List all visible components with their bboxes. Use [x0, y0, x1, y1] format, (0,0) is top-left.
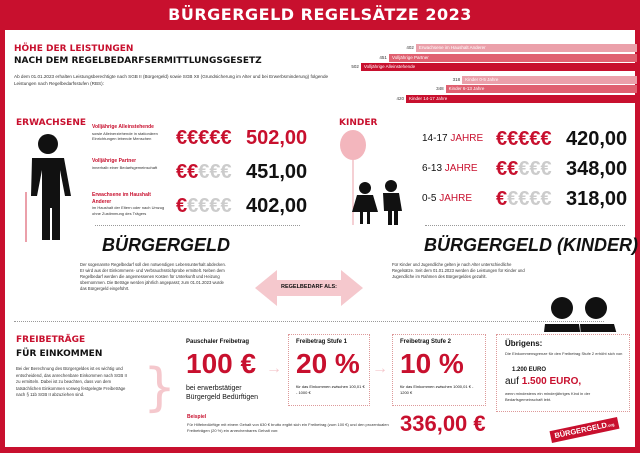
adults-heading: ERWACHSENE [16, 118, 87, 128]
rate-label: Volljährige Partner [92, 158, 137, 164]
example-text: Für Hilfebedürftige mit einem Gehalt von 630 € brutto ergibt sich ein Freibetrag (zum 100 €) und den prozentualen Freibeträgen (20 %) ein anrechenbares Gehalt von: [187, 422, 389, 433]
rates-bar-chart [340, 40, 637, 106]
intro-heading: HÖHE DER LEISTUNGEN [14, 44, 134, 54]
euro-icon: € [176, 161, 188, 183]
brace-icon: } [143, 358, 177, 418]
euro-icon: € [518, 188, 530, 210]
kids-title: BÜRGERGELD (KINDER) [424, 235, 638, 255]
allowance-heading: FREIBETRÄGE [16, 335, 86, 345]
allowance-box-text: für das Einkommen zwischen 1000,01 € - 1200 € [400, 384, 474, 395]
allowance-box-text: für das Einkommen zwischen 100,01 € - 1000 € [296, 384, 365, 395]
chart-bar-value: 502 [351, 64, 359, 69]
rate-description: sowie Alleinerziehende in stationären Einrichtungen lebende Menschen [92, 130, 158, 141]
note-new-limit: 1.500 EURO, [521, 376, 582, 387]
rate-amount: 451,00 [246, 161, 308, 183]
arrow-right-icon: → [372, 360, 388, 377]
euro-rating-icons [176, 160, 232, 184]
age-unit: JAHRE [450, 133, 484, 144]
note-old-limit: 1.200 EURO [512, 367, 547, 373]
age-value: 14-17 [422, 133, 448, 144]
euro-icon: € [529, 188, 541, 210]
euro-icon: € [198, 161, 210, 183]
allowance-box-title: Pauschaler Freibetrag [186, 339, 250, 345]
euro-icon: € [220, 195, 232, 217]
euro-icon: € [529, 158, 541, 180]
euro-icon: € [209, 195, 221, 217]
rate-amount: 318,00 [566, 188, 628, 210]
rate-amount: 502,00 [246, 127, 308, 149]
rate-description: innerhalb einer Bedarfsgemeinschaft [92, 164, 158, 170]
rate-amount: 348,00 [566, 158, 628, 180]
euro-icon: € [496, 188, 508, 210]
age-unit: JAHRE [444, 163, 478, 174]
euro-icon: € [507, 128, 519, 150]
example-label: Beispiel [187, 414, 207, 420]
note-text-2: wenn mindestens ein minderjähriges Kind in der Bedarfsgemeinschaft lebt. [505, 391, 591, 402]
euro-icon: € [518, 158, 530, 180]
euro-icon: € [507, 158, 519, 180]
chart-bar: Erwachsene im Haushalt Anderer [416, 44, 637, 52]
divider [14, 321, 604, 322]
adults-title: BÜRGERGELD [102, 235, 231, 255]
age-range [422, 133, 483, 145]
chart-bar-value: 348 [436, 86, 444, 91]
euro-icon: € [176, 195, 188, 217]
euro-icon: € [507, 188, 519, 210]
euro-icon: € [209, 161, 221, 183]
rate-info [92, 158, 170, 170]
euro-icon: € [187, 161, 199, 183]
age-value: 0-5 [422, 193, 437, 204]
note-text: Die Einkommensgrenze für den Freibetrag Stufe 2 erhöht sich von [505, 351, 623, 356]
chart-bar: Kinder 6-13 Jahre [446, 85, 637, 93]
divider [95, 225, 300, 226]
euro-icon: € [209, 127, 221, 149]
note-prefix: auf [505, 376, 519, 387]
page-title: BÜRGERGELD REGELSÄTZE 2023 [0, 0, 640, 30]
rate-info [92, 124, 170, 142]
arrow-label: REGELBEDARF ALS: [280, 284, 338, 290]
divider [425, 225, 625, 226]
allowance-box-text: bei erwerbstätiger Bürgergeld Bedürftigen [186, 385, 258, 401]
age-range [422, 163, 478, 175]
chart-bar-value: 318 [452, 76, 461, 82]
chart-bar: Kinder 14-17 Jahre [406, 95, 637, 103]
euro-icon: € [540, 188, 552, 210]
euro-icon: € [176, 127, 188, 149]
intro-text: Ab dem 01.01.2023 erhalten Leistungsberechtigte nach SGB II (Bürgergeld) sowie SGB XII (Grundsicherung im Alter und bei Erwerbsminderung) folgende Leistungen nach Regelbedarfsstufen (RBS): [14, 74, 329, 86]
euro-icon: € [518, 128, 530, 150]
chart-bar: Volljährige Partner [389, 54, 637, 62]
euro-icon: € [496, 128, 508, 150]
chart-bar-value: 402 [406, 45, 414, 50]
euro-rating-icons [176, 126, 232, 150]
rate-amount: 420,00 [566, 128, 628, 150]
rate-label: Erwachsene im Haushalt Anderer [92, 192, 151, 205]
euro-rating-icons [176, 194, 232, 218]
euro-icon: € [198, 195, 210, 217]
allowance-box-title: Freibetrag Stufe 1 [296, 339, 348, 345]
children-balloon-icon [335, 130, 415, 225]
euro-icon: € [540, 158, 552, 180]
allowance-box-title: Freibetrag Stufe 2 [400, 339, 452, 345]
allowance-text: Bei der Berechnung des Bürgergeldes ist es wichtig und entscheidend, das anrechenbare Einkommen nach SGB II zu ermitteln. Dabei ist zu beachten, dass von dem tatsächlichen Einkommen vorweg festgelegte Freibeträge nach § 11b SGB II abzuziehen sind. [16, 366, 127, 397]
euro-icon: € [540, 128, 552, 150]
age-unit: JAHRE [439, 193, 473, 204]
logo-text: BÜRGERGELD [553, 420, 608, 441]
chart-bar: Kinder 0-5 Jahre [462, 76, 637, 84]
euro-icon: € [198, 127, 210, 149]
rate-info [92, 192, 170, 216]
chart-bar: Volljährige Alleinstehende [361, 63, 637, 71]
euro-icon: € [187, 195, 199, 217]
allowance-box-value: 20 % [296, 348, 360, 379]
rate-description: im Haushalt der Eltern oder nach Umzug ohne Zustimmung des Trägers [92, 205, 165, 216]
age-value: 6-13 [422, 163, 443, 174]
age-range [422, 193, 472, 205]
example-value: 336,00 € [400, 411, 486, 436]
allowance-box-value: 100 € [186, 348, 257, 379]
euro-icon: € [496, 158, 508, 180]
euro-icon: € [220, 127, 232, 149]
chart-bar-value: 420 [396, 95, 404, 101]
intro-subheading: NACH DEM REGELBEDARFSERMITTLUNGSGESETZ [14, 56, 262, 66]
logo-suffix: .org [606, 421, 615, 429]
adults-text: Der sogenannte Regelbedarf soll den notwendigen Lebensunterhalt abdecken. Er wird aus der Einkommens- und Verbrauchsstichprobe ermittelt. Neben dem Regelbedarf werden die angemessenen Kosten für Unterkunft und Heizung übernommen. Die Beträge werden jährlich angepasst; zum 01.01.2023 wurde das Bürgergeld eingeführt. [80, 262, 226, 291]
kids-heading: KINDER [339, 118, 378, 128]
rate-label: Volljährige Alleinstehende [92, 124, 154, 130]
euro-rating-icons [496, 127, 552, 151]
chart-bar-value: 451 [379, 54, 387, 60]
arrow-right-icon: → [266, 360, 282, 377]
family-icon [540, 296, 640, 332]
euro-icon: € [529, 128, 541, 150]
euro-icon: € [220, 161, 232, 183]
kids-text: Für Kinder und Jugendliche gelten je nach Alter unterschiedliche Regelsätze. Seit dem 01.01.2023 werden die Leistungen für Kinder und Jugendliche im Rahmen des Bürgergeldes gezahlt. [392, 262, 525, 279]
note-heading: Übrigens: [505, 339, 543, 348]
euro-icon: € [187, 127, 199, 149]
euro-rating-icons [496, 157, 552, 181]
rate-amount: 402,00 [246, 195, 308, 217]
euro-rating-icons [496, 187, 552, 211]
allowance-subheading: FÜR EINKOMMEN [16, 349, 103, 359]
allowance-box-value: 10 % [400, 348, 464, 379]
adult-figure-icon [22, 132, 74, 242]
